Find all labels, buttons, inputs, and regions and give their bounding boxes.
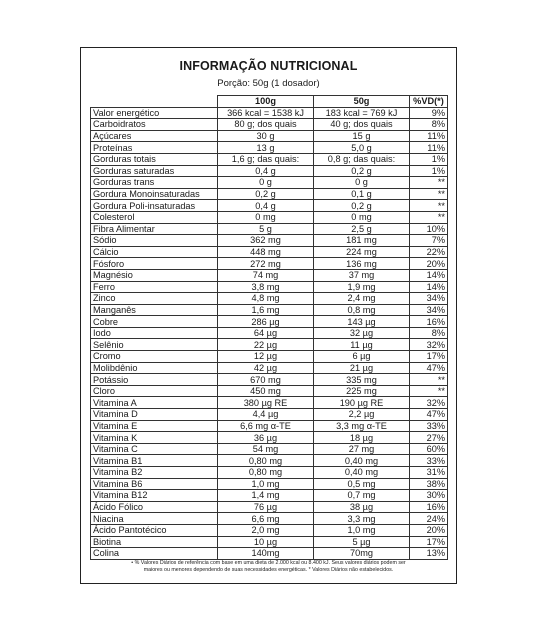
nutrient-name: Ácido Fólico <box>91 501 218 513</box>
table-row <box>91 246 448 258</box>
table-row <box>91 524 448 536</box>
table-row <box>91 165 448 177</box>
value-100g: 74 mg <box>218 269 314 281</box>
value-50g: 183 kcal = 769 kJ <box>314 107 410 119</box>
value-100g: 3,8 mg <box>218 281 314 293</box>
table-row <box>91 188 448 200</box>
nutrient-name: Ferro <box>91 281 218 293</box>
value-vd: 33% <box>410 420 448 432</box>
table-row <box>91 420 448 432</box>
nutrient-name: Vitamina C <box>91 443 218 455</box>
value-50g: 181 mg <box>314 235 410 247</box>
value-100g: 286 µg <box>218 316 314 328</box>
footnote-line-2: maiores ou menores dependendo de suas necessidades energéticas. * Valores Diários não estabelecidos. <box>143 567 394 573</box>
value-100g: 0,4 g <box>218 165 314 177</box>
nutrient-name: Vitamina D <box>91 409 218 421</box>
value-100g: 54 mg <box>218 443 314 455</box>
value-vd: 11% <box>410 142 448 154</box>
table-header-row <box>91 96 448 108</box>
value-vd: 30% <box>410 490 448 502</box>
value-100g: 450 mg <box>218 385 314 397</box>
footnote <box>95 560 442 574</box>
value-vd: 47% <box>410 409 448 421</box>
table-row <box>91 211 448 223</box>
value-100g: 670 mg <box>218 374 314 386</box>
table-row <box>91 281 448 293</box>
table-row <box>91 107 448 119</box>
portion-size: Porção: 50g (1 dosador) <box>217 78 320 89</box>
nutrient-name: Cálcio <box>91 246 218 258</box>
nutrient-name: Carboidratos <box>91 119 218 131</box>
value-100g: 362 mg <box>218 235 314 247</box>
nutrient-name: Colina <box>91 548 218 560</box>
value-50g: 143 µg <box>314 316 410 328</box>
nutrient-name: Gorduras saturadas <box>91 165 218 177</box>
value-vd: 22% <box>410 246 448 258</box>
table-row <box>91 385 448 397</box>
value-100g: 2,0 mg <box>218 524 314 536</box>
nutrient-name: Vitamina E <box>91 420 218 432</box>
nutrient-name: Vitamina B6 <box>91 478 218 490</box>
nutrient-name: Zinco <box>91 293 218 305</box>
value-vd: 17% <box>410 351 448 363</box>
value-vd: 10% <box>410 223 448 235</box>
table-row <box>91 177 448 189</box>
value-vd: ** <box>410 188 448 200</box>
value-100g: 0,2 g <box>218 188 314 200</box>
nutrient-name: Colesterol <box>91 211 218 223</box>
value-50g: 136 mg <box>314 258 410 270</box>
nutrient-name: Iodo <box>91 327 218 339</box>
table-row <box>91 467 448 479</box>
nutrition-label <box>80 47 457 584</box>
value-vd: ** <box>410 177 448 189</box>
value-vd: 14% <box>410 281 448 293</box>
value-100g: 22 µg <box>218 339 314 351</box>
value-50g: 18 µg <box>314 432 410 444</box>
value-50g: 3,3 mg <box>314 513 410 525</box>
value-50g: 40 g; dos quais <box>314 119 410 131</box>
table-row <box>91 397 448 409</box>
nutrient-name: Molibdênio <box>91 362 218 374</box>
value-50g: 32 µg <box>314 327 410 339</box>
table-row <box>91 258 448 270</box>
value-vd: 27% <box>410 432 448 444</box>
value-vd: 32% <box>410 339 448 351</box>
nutrient-name: Açúcares <box>91 130 218 142</box>
value-100g: 0 mg <box>218 211 314 223</box>
value-vd: 24% <box>410 513 448 525</box>
nutrient-name: Valor energético <box>91 107 218 119</box>
value-100g: 366 kcal = 1538 kJ <box>218 107 314 119</box>
value-50g: 0,40 mg <box>314 467 410 479</box>
value-100g: 4,8 mg <box>218 293 314 305</box>
value-100g: 0,80 mg <box>218 467 314 479</box>
table-row <box>91 501 448 513</box>
value-100g: 272 mg <box>218 258 314 270</box>
value-50g: 0,2 g <box>314 200 410 212</box>
value-vd: 7% <box>410 235 448 247</box>
value-vd: ** <box>410 200 448 212</box>
value-vd: 16% <box>410 316 448 328</box>
nutrient-name: Potássio <box>91 374 218 386</box>
value-100g: 36 µg <box>218 432 314 444</box>
table-row <box>91 455 448 467</box>
table-row <box>91 443 448 455</box>
value-100g: 4,4 µg <box>218 409 314 421</box>
value-vd: ** <box>410 385 448 397</box>
table-row <box>91 223 448 235</box>
value-vd: 1% <box>410 153 448 165</box>
value-50g: 0,40 mg <box>314 455 410 467</box>
value-50g: 21 µg <box>314 362 410 374</box>
nutrient-name: Manganês <box>91 304 218 316</box>
value-100g: 0,80 mg <box>218 455 314 467</box>
value-50g: 1,0 mg <box>314 524 410 536</box>
value-50g: 0 g <box>314 177 410 189</box>
value-vd: 8% <box>410 119 448 131</box>
value-50g: 0,2 g <box>314 165 410 177</box>
value-50g: 5 µg <box>314 536 410 548</box>
table-row <box>91 119 448 131</box>
nutrient-name: Sódio <box>91 235 218 247</box>
value-vd: 34% <box>410 293 448 305</box>
table-body <box>91 107 448 559</box>
table-row <box>91 130 448 142</box>
value-vd: ** <box>410 374 448 386</box>
nutrient-name: Vitamina B1 <box>91 455 218 467</box>
nutrient-name: Proteínas <box>91 142 218 154</box>
value-50g: 0 mg <box>314 211 410 223</box>
nutrient-name: Cloro <box>91 385 218 397</box>
value-50g: 11 µg <box>314 339 410 351</box>
value-100g: 448 mg <box>218 246 314 258</box>
value-100g: 12 µg <box>218 351 314 363</box>
nutrient-name: Gorduras totais <box>91 153 218 165</box>
table-row <box>91 327 448 339</box>
value-50g: 0,7 mg <box>314 490 410 502</box>
nutrient-name: Cobre <box>91 316 218 328</box>
value-100g: 380 µg RE <box>218 397 314 409</box>
header-blank <box>91 96 218 108</box>
value-50g: 70mg <box>314 548 410 560</box>
nutrient-name: Fibra Alimentar <box>91 223 218 235</box>
nutrient-name: Vitamina A <box>91 397 218 409</box>
value-50g: 335 mg <box>314 374 410 386</box>
footnote-line-1: • % Valores Diários de referência com base em uma dieta de 2.000 kcal ou 8.400 kJ. Seus valores diários podem ser <box>131 560 406 566</box>
value-100g: 64 µg <box>218 327 314 339</box>
header-100g: 100g <box>218 96 314 108</box>
table-row <box>91 513 448 525</box>
table-row <box>91 548 448 560</box>
table-row <box>91 304 448 316</box>
value-50g: 0,1 g <box>314 188 410 200</box>
value-vd: 31% <box>410 467 448 479</box>
value-100g: 6,6 mg <box>218 513 314 525</box>
nutrient-name: Gordura Monoinsaturadas <box>91 188 218 200</box>
nutrition-table <box>90 95 448 560</box>
value-100g: 76 µg <box>218 501 314 513</box>
table-row <box>91 478 448 490</box>
value-100g: 5 g <box>218 223 314 235</box>
value-100g: 42 µg <box>218 362 314 374</box>
value-100g: 0,4 g <box>218 200 314 212</box>
value-vd: 13% <box>410 548 448 560</box>
table-row <box>91 374 448 386</box>
value-50g: 5,0 g <box>314 142 410 154</box>
nutrient-name: Gordura Poli-insaturadas <box>91 200 218 212</box>
value-100g: 10 µg <box>218 536 314 548</box>
table-row <box>91 235 448 247</box>
value-50g: 190 µg RE <box>314 397 410 409</box>
value-vd: ** <box>410 211 448 223</box>
nutrient-name: Selênio <box>91 339 218 351</box>
value-50g: 0,8 g; das quais: <box>314 153 410 165</box>
value-vd: 34% <box>410 304 448 316</box>
value-50g: 38 µg <box>314 501 410 513</box>
table-row <box>91 293 448 305</box>
header-50g: 50g <box>314 96 410 108</box>
value-100g: 30 g <box>218 130 314 142</box>
value-50g: 0,5 mg <box>314 478 410 490</box>
table-row <box>91 409 448 421</box>
nutrient-name: Fósforo <box>91 258 218 270</box>
value-vd: 8% <box>410 327 448 339</box>
value-50g: 225 mg <box>314 385 410 397</box>
table-row <box>91 269 448 281</box>
value-vd: 20% <box>410 258 448 270</box>
nutrient-name: Vitamina B12 <box>91 490 218 502</box>
table-row <box>91 316 448 328</box>
value-vd: 47% <box>410 362 448 374</box>
table-row <box>91 351 448 363</box>
value-100g: 140mg <box>218 548 314 560</box>
value-50g: 2,5 g <box>314 223 410 235</box>
value-50g: 0,8 mg <box>314 304 410 316</box>
value-50g: 224 mg <box>314 246 410 258</box>
value-50g: 2,4 mg <box>314 293 410 305</box>
value-vd: 33% <box>410 455 448 467</box>
value-50g: 6 µg <box>314 351 410 363</box>
nutrient-name: Cromo <box>91 351 218 363</box>
value-vd: 38% <box>410 478 448 490</box>
value-100g: 0 g <box>218 177 314 189</box>
value-50g: 2,2 µg <box>314 409 410 421</box>
value-50g: 37 mg <box>314 269 410 281</box>
value-vd: 11% <box>410 130 448 142</box>
table-row <box>91 362 448 374</box>
table-row <box>91 536 448 548</box>
value-vd: 9% <box>410 107 448 119</box>
value-100g: 1,4 mg <box>218 490 314 502</box>
value-vd: 1% <box>410 165 448 177</box>
nutrient-name: Vitamina K <box>91 432 218 444</box>
header-vd: %VD(*) <box>410 96 448 108</box>
value-50g: 15 g <box>314 130 410 142</box>
table-row <box>91 142 448 154</box>
nutrient-name: Biotina <box>91 536 218 548</box>
value-50g: 3,3 mg α-TE <box>314 420 410 432</box>
value-100g: 80 g; dos quais <box>218 119 314 131</box>
nutrient-name: Vitamina B2 <box>91 467 218 479</box>
value-vd: 60% <box>410 443 448 455</box>
value-50g: 27 mg <box>314 443 410 455</box>
value-vd: 16% <box>410 501 448 513</box>
nutrient-name: Ácido Pantotécico <box>91 524 218 536</box>
nutrient-name: Niacina <box>91 513 218 525</box>
value-vd: 20% <box>410 524 448 536</box>
value-50g: 1,9 mg <box>314 281 410 293</box>
table-row <box>91 339 448 351</box>
value-100g: 1,6 g; das quais: <box>218 153 314 165</box>
value-vd: 17% <box>410 536 448 548</box>
value-vd: 14% <box>410 269 448 281</box>
value-100g: 1,6 mg <box>218 304 314 316</box>
value-vd: 32% <box>410 397 448 409</box>
table-row <box>91 432 448 444</box>
value-100g: 13 g <box>218 142 314 154</box>
table-row <box>91 490 448 502</box>
label-title: INFORMAÇÃO NUTRICIONAL <box>179 59 358 73</box>
value-100g: 6,6 mg α-TE <box>218 420 314 432</box>
nutrient-name: Gorduras trans <box>91 177 218 189</box>
table-row <box>91 153 448 165</box>
value-100g: 1,0 mg <box>218 478 314 490</box>
table-row <box>91 200 448 212</box>
nutrient-name: Magnésio <box>91 269 218 281</box>
